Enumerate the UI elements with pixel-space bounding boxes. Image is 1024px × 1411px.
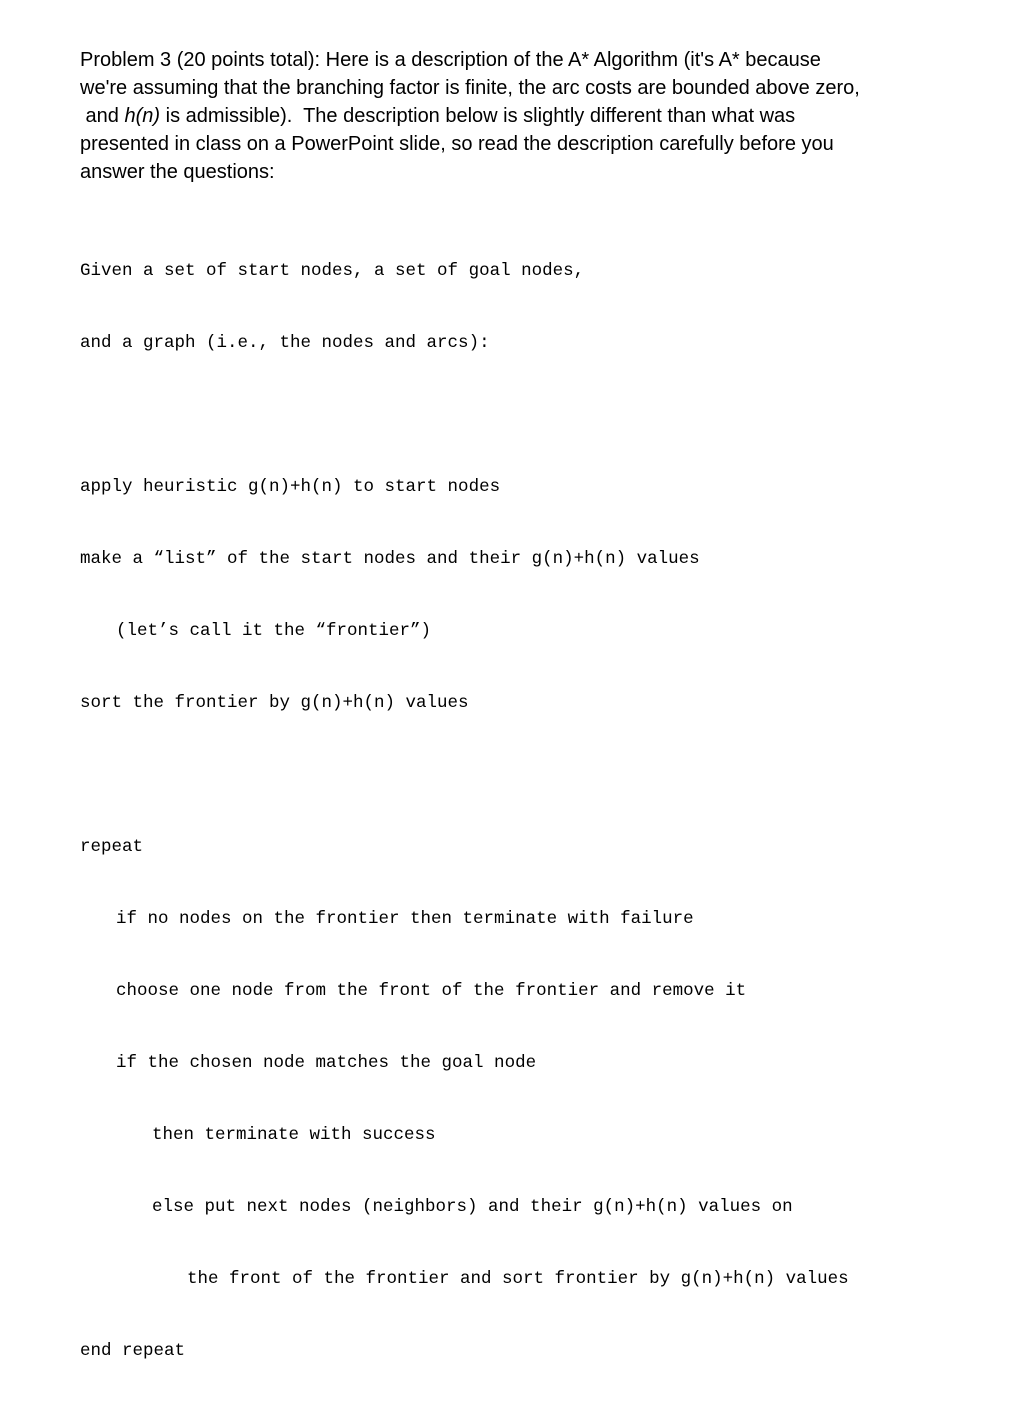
- code-blank-line: [80, 403, 849, 427]
- code-line: make a “list” of the start nodes and their g(n)+h(n) values: [80, 549, 700, 569]
- code-line: if no nodes on the frontier then terminate with failure: [116, 909, 694, 929]
- algorithm-pseudocode: [80, 211, 849, 1411]
- code-line: (let’s call it the “frontier”): [116, 621, 432, 641]
- code-line: repeat: [80, 837, 144, 857]
- code-line: then terminate with success: [152, 1125, 436, 1145]
- problem-line-1: Problem 3 (20 points total): Here is a description of the A* Algorithm (it's A* because: [80, 49, 821, 71]
- code-line: and a graph (i.e., the nodes and arcs):: [80, 333, 490, 353]
- code-line: apply heuristic g(n)+h(n) to start nodes: [80, 477, 501, 497]
- problem-line-3-pre: and: [80, 105, 125, 127]
- code-line: sort the frontier by g(n)+h(n) values: [80, 693, 469, 713]
- code-line: Given a set of start nodes, a set of goal nodes,: [80, 261, 585, 281]
- problem-line-5: answer the questions:: [80, 161, 275, 183]
- code-line: else put next nodes (neighbors) and their g(n)+h(n) values on: [152, 1197, 793, 1217]
- code-line: if the chosen node matches the goal node: [116, 1053, 537, 1073]
- problem-line-3-post: is admissible). The description below is slightly different than what was: [160, 105, 796, 127]
- heuristic-term: h(n): [124, 105, 161, 127]
- code-line: choose one node from the front of the frontier and remove it: [116, 981, 747, 1001]
- code-line: end repeat: [80, 1341, 186, 1361]
- problem-line-3: [80, 102, 990, 130]
- problem-description: [80, 46, 990, 186]
- code-blank-line: [80, 763, 849, 787]
- code-line: the front of the frontier and sort frontier by g(n)+h(n) values: [187, 1269, 849, 1289]
- problem-line-2: we're assuming that the branching factor is finite, the arc costs are bounded above zero,: [80, 77, 860, 99]
- problem-line-4: presented in class on a PowerPoint slide, so read the description carefully before you: [80, 133, 834, 155]
